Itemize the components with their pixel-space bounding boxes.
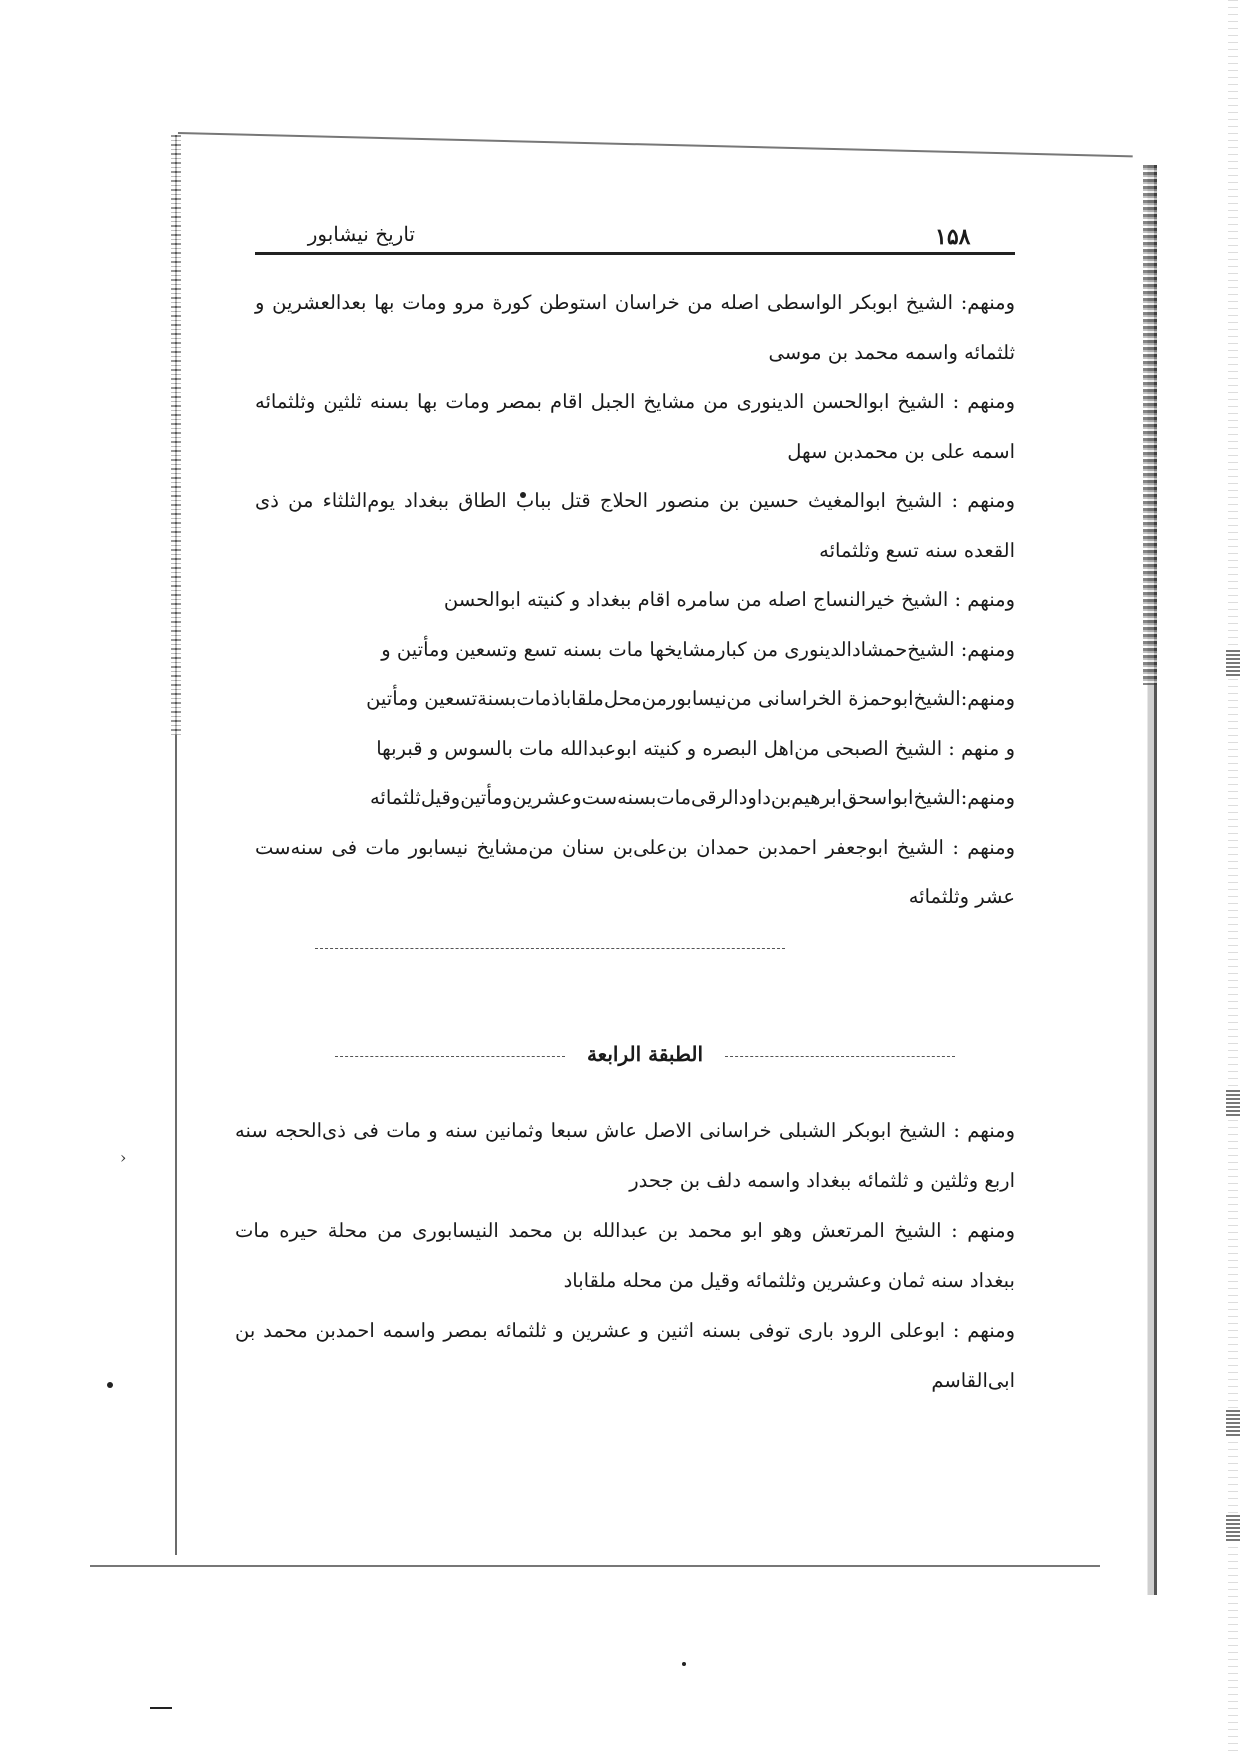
- paragraph: ومنهم : الشیخ ابوالحسن الدینوری من مشایخ الجبل اقام بمصر ومات بها بسنه ثلثین وثلثمائه اسمه علی بن محمدبن سهل: [255, 390, 1015, 463]
- scan-bottom-dash: [150, 1707, 172, 1709]
- header-rule: [255, 252, 1015, 255]
- section-end-rule: [315, 948, 785, 949]
- page-number: ۱۵۸: [935, 224, 971, 250]
- heading-rule-left: [335, 1056, 565, 1057]
- body-text-section-1: [255, 278, 1015, 922]
- section-heading-text: الطبقة الرابعة: [579, 1042, 711, 1066]
- paragraph: ومنهم:الشیخ‌ابواسحق‌ابرهیم‌بن‌داود‌الرقی‌مات‌بسنه‌ست‌وعشرین‌ومأتین‌وقیل‌ثلثمائه: [369, 786, 1015, 809]
- paragraph: ومنهم : الشیخ ابوبکر الشبلی خراسانی الاصل عاش سبعا وثمانین سنه و مات فی ذی‌الحجه سنه اربع وثلثین و ثلثمائه ببغداد واسمه دلف بن جحدر: [235, 1119, 1015, 1192]
- scan-speck: [682, 1662, 686, 1666]
- scan-page-bottom-edge: [90, 1565, 1100, 1567]
- paragraph: ومنهم : ابوعلی الرود باری توفی بسنه اثنین و عشرین و ثلثمائه بمصر واسمه احمدبن محمد بن ابی‌القاسم: [235, 1319, 1015, 1392]
- margin-mark: ›: [120, 1148, 127, 1167]
- scan-right-margin-strip: [1228, 0, 1238, 1754]
- running-title: تاریخ نیشابور: [307, 222, 415, 246]
- paragraph: ومنهم: الشیخ ابوبکر الواسطی اصله من خراسان استوطن کورة مرو ومات بها بعدالعشرین و ثلثمائه واسمه محمد بن موسی: [255, 291, 1015, 364]
- paragraph: ومنهم : الشیخ المرتعش وهو ابو محمد بن عبدالله بن محمد النیسابوری من محلة حیره مات ببغداد سنه ثمان وعشرین وثلثمائه وقیل من محله ملقاباد: [235, 1219, 1015, 1292]
- paragraph: ومنهم : الشیخ ابوالمغیث حسین بن منصور الحلاج قتل بباب الطاق ببغداد یوم‌الثلثاء من ذی القعده سنه تسع وثلثمائه: [255, 489, 1015, 562]
- heading-rule-right: [725, 1056, 955, 1057]
- scan-page-right-edge: [1138, 165, 1157, 1595]
- scan-page-left-edge: [175, 135, 193, 1555]
- paragraph: ومنهم: الشیخ‌حمشادالدینوری من کبارمشایخها مات بسنه تسع وتسعین ومأتین و: [381, 637, 1015, 661]
- paragraph: ومنهم : الشیخ ابوجعفر احمدبن حمدان بن‌علی‌بن سنان من‌مشایخ نیسابور مات فی سنه‌ست عشر وثلثمائه: [255, 835, 1015, 908]
- paragraph: ومنهم : الشیخ خیرالنساج اصله من سامره اقام ببغداد و کنیته ابوالحسن: [443, 588, 1015, 611]
- scan-page-top-edge: [178, 132, 1133, 157]
- paragraph: ومنهم:الشیخ‌ابوحمزة الخراسانی من‌نیسابورمن‌محل‌ملقاباذ‌مات‌بسنة‌تسعین ومأتین: [366, 687, 1015, 710]
- paragraph: و منهم : الشیخ الصبحی من‌اهل البصره و کنیته ابوعبدالله مات بالسوس و قبربها: [376, 736, 1015, 760]
- section-heading: [335, 1042, 955, 1072]
- page-header: [255, 218, 1015, 256]
- body-text-section-2: [235, 1106, 1015, 1406]
- scan-speck: [107, 1382, 113, 1388]
